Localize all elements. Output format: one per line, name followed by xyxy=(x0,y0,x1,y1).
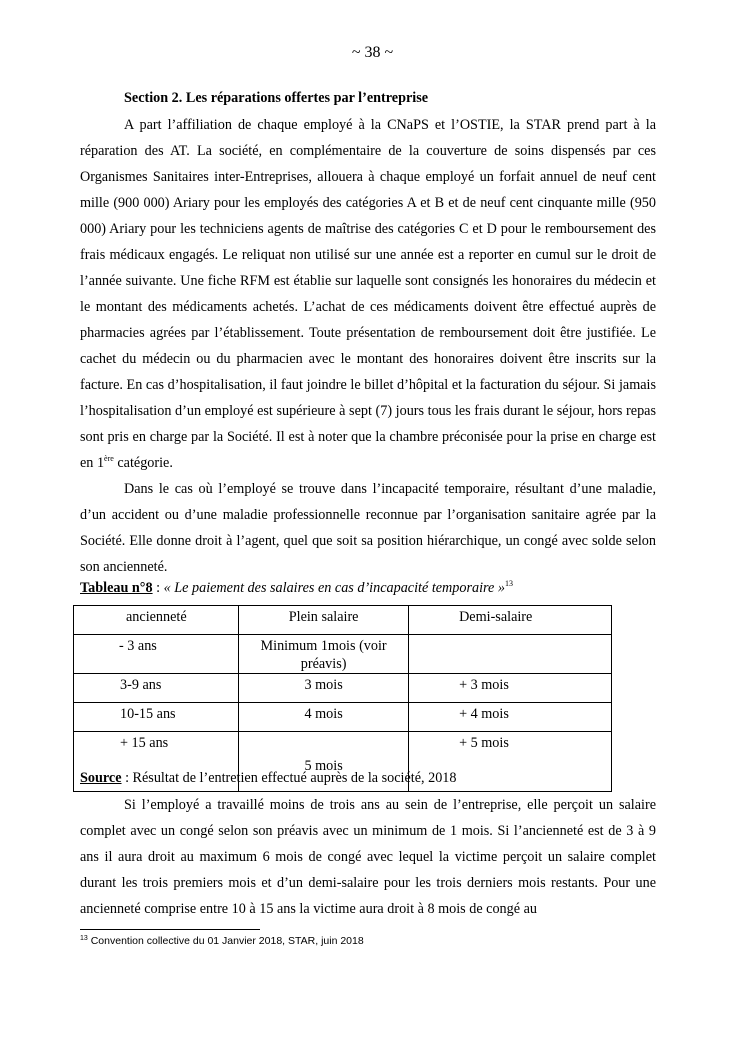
paragraph-anciennete: Si l’employé a travaillé moins de trois ans au sein de l’entreprise, elle perçoit un salaire complet avec un congé selon son préavis avec un minimum de 1 mois. Si l’ancienneté est de 3 à 9 ans il aura droit au maximum 6 mois de congé avec lequel la victime perçoit un salaire complet durant les trois premiers mois et d’un demi-salaire pour les trois derniers mois restants. Pour une ancienneté comprise entre 10 à 15 ans la victime aura droit à 8 mois de congé au xyxy=(80,797,656,917)
cell-anciennete: + 15 ans xyxy=(74,732,239,792)
table-source xyxy=(80,768,457,788)
cell-anciennete: - 3 ans xyxy=(74,635,239,674)
body-text-top xyxy=(80,112,656,580)
paragraph-reparation-end: catégorie. xyxy=(113,455,173,471)
cell-anciennete: 3-9 ans xyxy=(74,674,239,703)
table-row xyxy=(74,674,612,703)
source-text: : Résultat de l’entretien effectué auprès de la société, 2018 xyxy=(121,770,457,786)
header-plein-salaire: Plein salaire xyxy=(239,606,409,635)
cell-demi-salaire: + 3 mois xyxy=(409,674,612,703)
cell-anciennete: 10-15 ans xyxy=(74,703,239,732)
body-text-bottom xyxy=(80,792,656,922)
cell-demi-salaire xyxy=(409,635,612,674)
cell-plein-salaire: 4 mois xyxy=(239,703,409,732)
table-title: « Le paiement des salaires en cas d’incapacité temporaire » xyxy=(163,580,505,596)
footnote-text: Convention collective du 01 Janvier 2018, STAR, juin 2018 xyxy=(87,935,364,947)
footnote xyxy=(80,933,364,949)
cell-plein-salaire: 5 mois xyxy=(239,732,409,792)
table-caption xyxy=(80,578,513,598)
page-number: ~ 38 ~ xyxy=(351,44,394,61)
cell-plein-salaire: Minimum 1mois (voir préavis) xyxy=(239,635,409,674)
superscript-ere: ère xyxy=(104,454,114,463)
footnote-ref: 13 xyxy=(504,579,513,588)
salary-table xyxy=(73,605,612,792)
paragraph-reparation-text: A part l’affiliation de chaque employé à la CNaPS et l’OSTIE, la STAR prend part à la réparation des AT. La société, en complémentaire de la couverture de soins dispensés par ces Organismes Sanitaires inter-Entreprises, allouera à chaque employé un forfait annuel de neuf cent mille (900 000) Ariary pour les employés des catégories A et B et de neuf cent cinquante mille (950 000) Ariary pour les techniciens agents de maîtrise des catégories C et D pour le remboursement des frais médicaux engagés. Le reliquat non utilisé sur une année est a reporter en cumul sur le droit de l’année suivante. Une fiche RFM est établie sur laquelle sont consignés les honoraires du médecin et le montant des médicaments achetés. L’achat de ces médicaments doivent être effectué auprès de pharmacies agrées par l’établissement. Toute présentation de remboursement doit être justifiée. Le cachet du médecin ou du pharmacien avec le montant des honoraires doivent être inscrits sur la facture. En cas d’hospitalisation, il faut joindre le billet d’hôpital et la facturation du séjour. Si jamais l’hospitalisation d’un employé est supérieure à sept (7) jours tous les frais durant le séjour, hors repas sont pris en charge par la Société. Il est à noter que la chambre préconisée pour la prise en charge est en 1 xyxy=(80,117,656,471)
section-title: Section 2. Les réparations offertes par l’entreprise xyxy=(124,90,429,106)
header-anciennete: ancienneté xyxy=(74,606,239,635)
cell-plein-salaire: 3 mois xyxy=(239,674,409,703)
table-row xyxy=(74,635,612,674)
footnote-number: 13 xyxy=(80,935,88,942)
paragraph-reparation xyxy=(80,112,656,476)
table-header-row xyxy=(74,606,612,635)
cell-demi-salaire: + 4 mois xyxy=(409,703,612,732)
table-label: Tableau n°8 xyxy=(80,580,153,596)
header-demi-salaire: Demi-salaire xyxy=(409,606,612,635)
source-label: Source xyxy=(80,770,122,786)
footnote-separator xyxy=(80,929,260,930)
table-caption-sep: : xyxy=(152,580,164,596)
cell-demi-salaire: + 5 mois xyxy=(409,732,612,792)
table-row xyxy=(74,703,612,732)
paragraph-incapacite: Dans le cas où l’employé se trouve dans l’incapacité temporaire, résultant d’une maladie, d’un accident ou d’une maladie professionnelle reconnue par l’organisation sanitaire agrée par la Société. Elle donne droit à l’agent, quel que soit sa position hiérarchique, un congé avec solde selon son ancienneté. xyxy=(80,481,656,575)
